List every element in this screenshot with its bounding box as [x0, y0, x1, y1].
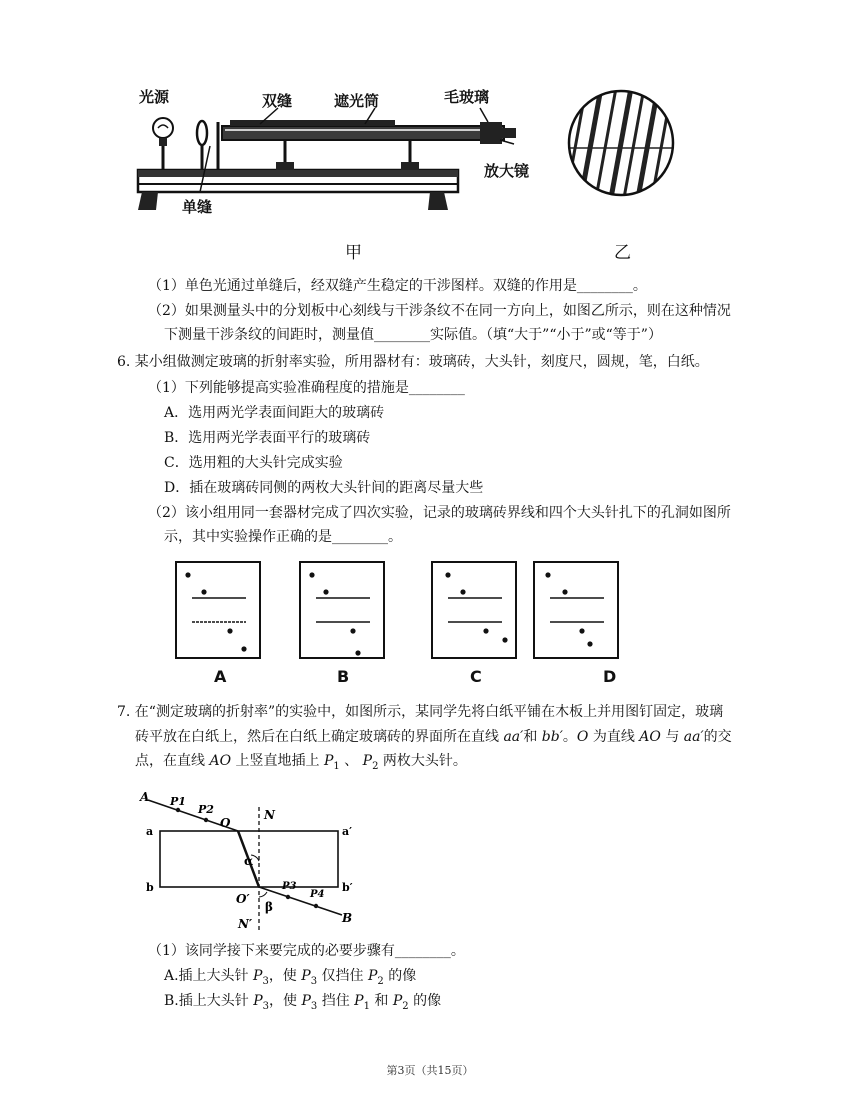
- fig-label-beta: β: [265, 900, 273, 914]
- q7-option-b: B.插上大头针 $P_3$，使 $P_3$ 挡住 $P_1$ 和 $P_2$ 的像: [164, 993, 442, 1012]
- fringe-figure: [566, 88, 676, 198]
- fig-label-b-point: B: [342, 911, 353, 925]
- q6-option-a: A．选用两光学表面间距大的玻璃砖: [164, 405, 385, 421]
- q7-option-a: A.插上大头针 $P_3$，使 $P_3$ 仅挡住 $P_2$ 的像: [164, 968, 417, 987]
- refraction-figure: [138, 785, 368, 935]
- label-double-slit: 双缝: [262, 92, 293, 110]
- page-footer: 第3页（共15页）: [386, 1064, 474, 1077]
- fig-label-a-point: A: [140, 790, 150, 804]
- q7-line1: 7. 在“测定玻璃的折射率”的实验中，如图所示，某同学先将白纸平铺在木板上并用图钉固定，玻璃: [117, 704, 724, 720]
- fig-label-alpha: α: [244, 854, 254, 868]
- fig-label-p4: P4: [310, 889, 325, 900]
- fig-label-b-prime: b′: [342, 881, 353, 894]
- q6-option-b: B．选用两光学表面平行的玻璃砖: [164, 430, 371, 446]
- caption-jia: 甲: [345, 243, 362, 263]
- q6-stem: 6. 某小组做测定玻璃的折射率实验，所用器材有：玻璃砖，大头针，刻度尺，圆规，笔，白纸。: [117, 354, 709, 370]
- fig-label-o-prime: O′: [236, 892, 250, 906]
- q7-line2: 砖平放在白纸上，然后在白纸上确定玻璃砖的界面所在直线 aa′和 bb′。O 为直线 AO 与 aa′的交: [135, 729, 732, 745]
- q6-option-d: D．插在玻璃砖同侧的两枚大头针间的距离尽量大些: [164, 480, 484, 496]
- q7-line3: 点，在直线 AO 上竖直地插上 $P_1$ 、 $P_2$ 两枚大头针。: [135, 753, 467, 772]
- label-light-source: 光源: [139, 88, 170, 106]
- q6-part1: （1）下列能够提高实验准确程度的措施是________: [148, 380, 465, 396]
- q6-option-c: C．选用粗的大头针完成实验: [164, 455, 343, 471]
- box-label-a: A: [214, 667, 227, 686]
- label-frosted-glass: 毛玻璃: [444, 88, 490, 106]
- label-single-slit: 单缝: [182, 198, 213, 216]
- fig-label-b: b: [146, 881, 154, 894]
- q5-part2-line2: 下测量干涉条纹的间距时，测量值________实际值。（填“大于”“小于”或“等于”）: [164, 327, 662, 343]
- fig-label-a-prime: a′: [342, 825, 353, 838]
- q6-part2-line2: 示，其中实验操作正确的是________。: [164, 529, 402, 545]
- label-magnifier: 放大镜: [484, 162, 530, 180]
- fig-label-n-prime: N′: [238, 917, 253, 931]
- q6-part2-line1: （2）该小组用同一套器材完成了四次实验，记录的玻璃砖界线和四个大头针扎下的孔洞如图所: [148, 505, 731, 521]
- q5-part1: （1）单色光通过单缝后，经双缝产生稳定的干涉图样。双缝的作用是________。: [148, 278, 647, 294]
- fig-label-p2: P2: [198, 803, 214, 816]
- fig-label-p3: P3: [282, 881, 297, 892]
- q5-part2-line1: （2）如果测量头中的分划板中心刻线与干涉条纹不在同一方向上，如图乙所示，则在这种情况: [148, 303, 731, 319]
- pin-boxes-figure: [170, 558, 620, 662]
- fig-label-a: a: [146, 825, 154, 838]
- box-label-d: D: [603, 667, 617, 686]
- fig-label-o: O: [220, 816, 231, 830]
- fig-label-p1: P1: [170, 795, 186, 808]
- box-label-c: C: [470, 667, 482, 686]
- q7-part1: （1）该同学接下来要完成的必要步骤有________。: [148, 943, 465, 959]
- caption-yi: 乙: [614, 243, 631, 263]
- fig-label-n: N: [264, 808, 275, 822]
- box-label-b: B: [337, 667, 350, 686]
- label-hood: 遮光筒: [334, 92, 380, 110]
